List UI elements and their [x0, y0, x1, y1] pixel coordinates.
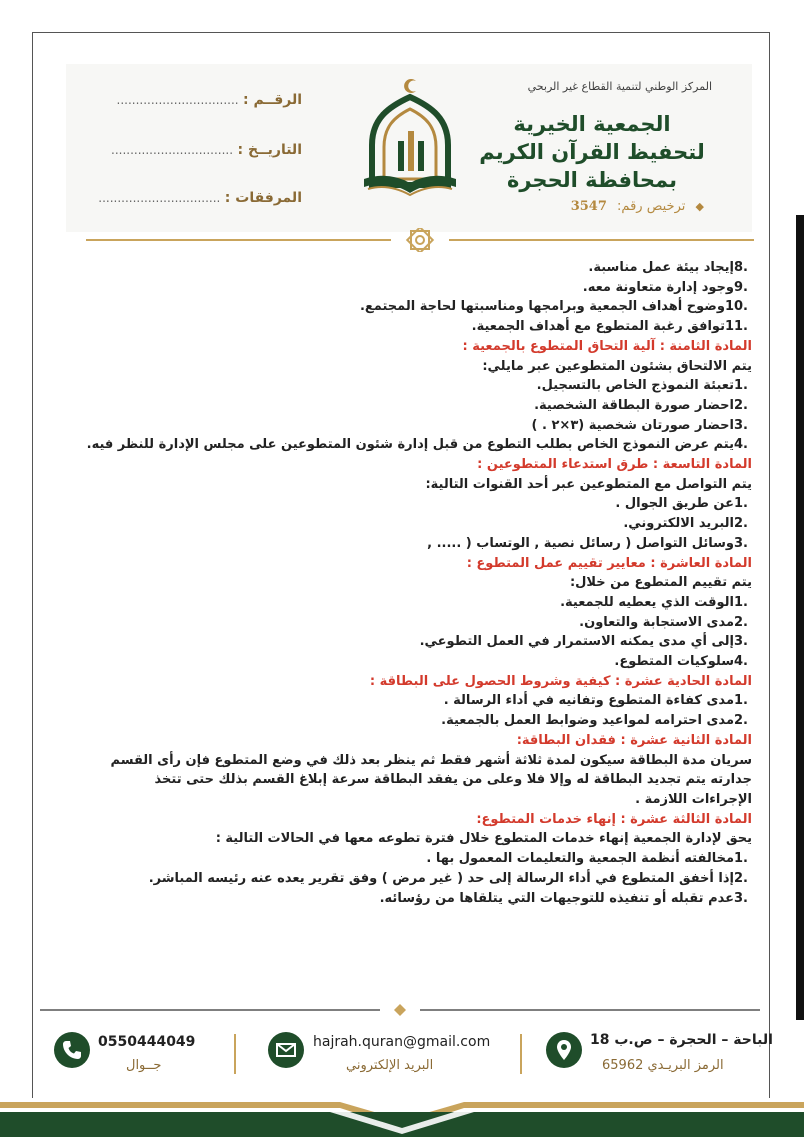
association-name [472, 110, 712, 194]
license-info [571, 199, 704, 214]
list-item: .2احضار صورة البطاقة الشخصية. [534, 397, 748, 413]
body-text: يتم الالتحاق بشئون المتطوعين عبر مايلي: [482, 358, 752, 374]
section-heading: المادة الثامنة : آلية التحاق المتطوع بالجمعية : [462, 338, 752, 354]
body-text: يتم التواصل مع المتطوعين عبر أحد القنوات التالية: [425, 476, 752, 492]
footer-divider [40, 1002, 760, 1018]
list-item: .4يتم عرض النموذج الخاص بطلب التطوع من قبل إدارة شئون المتطوعين على مجلس الإدارة للنظر فيه. [86, 437, 748, 453]
phone-icon [54, 1032, 90, 1068]
list-item: .2مدى الاستجابة والتعاون. [579, 614, 748, 630]
body-text: سريان مدة البطاقة سيكون لمدة ثلاثة أشهر فقط ثم ينظر بعد ذلك في وضع المتطوع فإن رأى القسم جدارته يتم تجديد البطاقة له وإلا فلا وعلى من يفقد البطاقة سرعة إبلاغ القسم بذلك حتى تتخذ الإجراءات اللازمة . [110, 752, 752, 807]
footer-decorative-band [0, 1098, 804, 1137]
list-item: .3عدم تقبله أو تنفيذه للتوجيهات التي يتلقاها من رؤسائه. [379, 890, 748, 906]
email-address: hajrah.quran@gmail.com [313, 1034, 491, 1050]
section-heading: المادة التاسعة : طرق استدعاء المتطوعين : [477, 457, 752, 473]
postal-code: الرمز البريـدي 65962 [602, 1058, 724, 1073]
footer-separator [234, 1034, 236, 1074]
list-item: .8إيجاد بيئة عمل مناسبة. [588, 260, 748, 275]
list-item: .3إلى أي مدى يمكنه الاستمرار في العمل التطوعي. [419, 634, 748, 650]
date-blank: ................................ [111, 143, 234, 157]
date-label: التاريــخ : [237, 142, 302, 158]
license-label: ترخيص رقم: [617, 199, 686, 214]
diamond-icon: ◆ [695, 200, 704, 213]
attachments-row [92, 190, 302, 206]
phone-number: 0550444049 [98, 1034, 196, 1050]
body-text: يتم تقييم المتطوع من خلال: [569, 575, 752, 591]
list-item: .2إذا أخفق المتطوع في أداء الرسالة إلى حد ( غير مرض ) وفق تقرير يعده عنه رئيسه المباشر. [148, 870, 748, 886]
header-divider [86, 228, 754, 252]
association-logo-icon [358, 75, 462, 203]
list-item: .2مدى احترامه لمواعيد وضوابط العمل بالجمعية. [441, 713, 748, 729]
section-heading: المادة الحادية عشرة : كيفية وشروط الحصول على البطاقة : [369, 673, 752, 689]
list-item: .1مخالفته أنظمة الجمعية والتعليمات المعمول بها . [426, 851, 748, 867]
list-item: .9وجود إدارة متعاونة معه. [582, 279, 748, 295]
date-row [92, 142, 302, 158]
envelope-icon [268, 1032, 304, 1068]
section-heading: المادة العاشرة : معايير تقييم عمل المتطوع : [466, 555, 752, 571]
location-pin-icon [546, 1032, 582, 1068]
list-item: .2البريد الالكتروني. [623, 516, 748, 532]
org-center-name: المركز الوطني لتنمية القطاع غير الربحي [527, 80, 712, 93]
ref-number-label: الرقــم : [243, 92, 302, 108]
document-body [86, 258, 752, 908]
attachments-blank: ................................ [98, 191, 221, 205]
list-item: .11توافق رغبة المتطوع مع أهداف الجمعية. [471, 319, 748, 335]
ref-number-row [92, 92, 302, 108]
list-item: .4سلوكيات المتطوع. [614, 654, 748, 670]
list-item: .1عن طريق الجوال . [615, 496, 748, 512]
list-item: .1تعبئة النموذج الخاص بالتسجيل. [536, 378, 748, 394]
list-item: .10وضوح أهداف الجمعية وبرامجها ومناسبتها لحاجة المجتمع. [359, 299, 748, 315]
list-item: .3احضار صورتان شخصية (٣×٢ . ) [531, 417, 748, 433]
association-name-line2: لتحفيظ القرآن الكريم [479, 140, 705, 164]
section-heading: المادة الثانية عشرة : فقدان البطاقة: [516, 732, 752, 748]
phone-label: جــوال [126, 1058, 162, 1073]
list-item: .3وسائل التواصل ( رسائل نصية , الوتساب ( ..... , [427, 535, 748, 551]
ref-number-blank: ................................ [116, 93, 239, 107]
body-text: يحق لإدارة الجمعية إنهاء خدمات المتطوع خلال فترة تطوعه معها في الحالات التالية : [215, 831, 752, 847]
email-label: البريد الإلكتروني [346, 1058, 434, 1073]
contact-footer [40, 1024, 773, 1094]
list-item: .1مدى كفاءة المتطوع وتفانيه في أداء الرسالة . [443, 693, 748, 709]
attachments-label: المرفقات : [224, 190, 302, 206]
ornament-star-icon [407, 228, 432, 252]
association-name-line1: الجمعية الخيرية [513, 112, 671, 136]
license-number: 3547 [570, 199, 607, 214]
footer-separator [520, 1034, 522, 1074]
page-edge-bar [796, 215, 804, 1020]
list-item: .1الوقت الذي يعطيه للجمعية. [560, 594, 748, 610]
section-heading: المادة الثالثة عشرة : إنهاء خدمات المتطوع: [476, 811, 752, 827]
address: الباحة – الحجرة – ص.ب 18 [590, 1032, 773, 1048]
association-name-line3: بمحافظة الحجرة [506, 168, 678, 192]
